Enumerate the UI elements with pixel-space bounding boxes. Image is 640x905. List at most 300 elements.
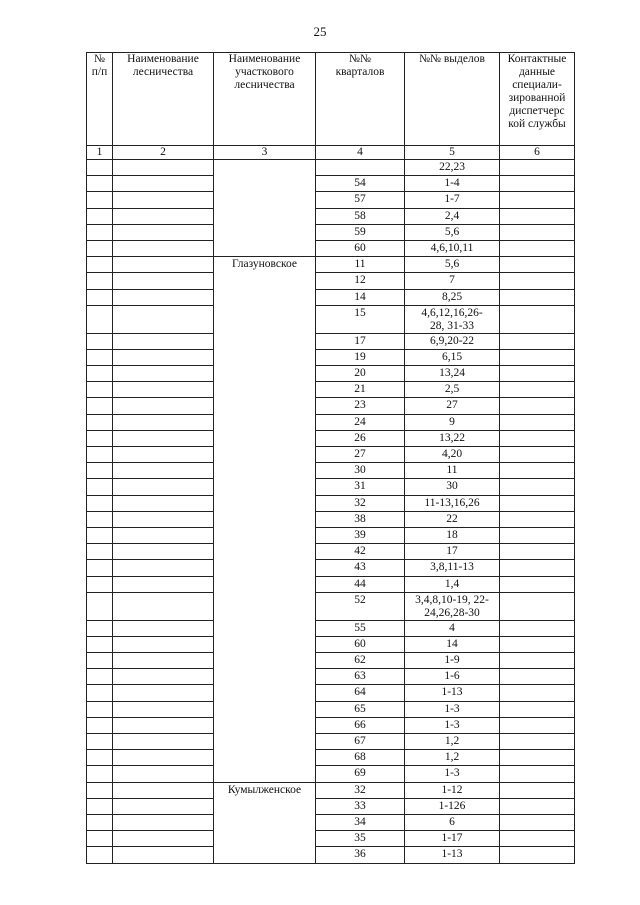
cell-quarter-number: 58	[316, 208, 405, 224]
cell-allotment-numbers: 1,2	[405, 750, 500, 766]
table-row	[87, 750, 575, 766]
cell-row-number	[87, 192, 113, 208]
table-row	[87, 333, 575, 349]
cell-allotment-numbers: 4,6,12,16,26- 28, 31-33	[405, 305, 500, 333]
table-row	[87, 685, 575, 701]
cell-district-name	[214, 447, 316, 463]
cell-contact-data	[500, 398, 575, 414]
cell-row-number	[87, 333, 113, 349]
cell-forestry-name	[113, 766, 214, 782]
table-body	[87, 160, 575, 864]
cell-district-name	[214, 527, 316, 543]
cell-contact-data	[500, 447, 575, 463]
cell-contact-data	[500, 653, 575, 669]
cell-allotment-numbers: 17	[405, 544, 500, 560]
cell-forestry-name	[113, 701, 214, 717]
column-header-2: Наименование лесничества	[113, 53, 214, 146]
cell-district-name	[214, 576, 316, 592]
cell-district-name	[214, 224, 316, 240]
column-number-5: 5	[405, 146, 500, 160]
cell-contact-data	[500, 685, 575, 701]
cell-row-number	[87, 414, 113, 430]
cell-allotment-numbers: 22,23	[405, 160, 500, 176]
cell-allotment-numbers: 1-7	[405, 192, 500, 208]
cell-row-number	[87, 560, 113, 576]
cell-quarter-number: 65	[316, 701, 405, 717]
cell-allotment-numbers: 4,6,10,11	[405, 240, 500, 256]
column-header-4: №№ кварталов	[316, 53, 405, 146]
table-row	[87, 636, 575, 652]
cell-forestry-name	[113, 224, 214, 240]
cell-row-number	[87, 847, 113, 863]
table-row	[87, 257, 575, 273]
cell-contact-data	[500, 592, 575, 620]
cell-allotment-numbers: 1,2	[405, 734, 500, 750]
cell-row-number	[87, 701, 113, 717]
cell-district-name	[214, 273, 316, 289]
cell-contact-data	[500, 349, 575, 365]
cell-quarter-number: 15	[316, 305, 405, 333]
cell-allotment-numbers: 27	[405, 398, 500, 414]
cell-forestry-name	[113, 847, 214, 863]
cell-allotment-numbers: 5,6	[405, 257, 500, 273]
table-row	[87, 240, 575, 256]
cell-contact-data	[500, 831, 575, 847]
cell-row-number	[87, 257, 113, 273]
table-row	[87, 653, 575, 669]
cell-forestry-name	[113, 560, 214, 576]
cell-contact-data	[500, 620, 575, 636]
cell-allotment-numbers: 1-9	[405, 653, 500, 669]
cell-row-number	[87, 511, 113, 527]
cell-allotment-numbers: 14	[405, 636, 500, 652]
cell-quarter-number: 52	[316, 592, 405, 620]
cell-quarter-number: 57	[316, 192, 405, 208]
cell-quarter-number: 69	[316, 766, 405, 782]
cell-allotment-numbers: 1-17	[405, 831, 500, 847]
cell-row-number	[87, 782, 113, 798]
cell-allotment-numbers: 1-3	[405, 766, 500, 782]
cell-contact-data	[500, 798, 575, 814]
cell-district-name	[214, 750, 316, 766]
cell-quarter-number: 20	[316, 366, 405, 382]
cell-forestry-name	[113, 479, 214, 495]
column-number-6: 6	[500, 146, 575, 160]
cell-contact-data	[500, 669, 575, 685]
cell-row-number	[87, 289, 113, 305]
cell-row-number	[87, 349, 113, 365]
cell-allotment-numbers: 1-4	[405, 176, 500, 192]
cell-forestry-name	[113, 734, 214, 750]
cell-contact-data	[500, 560, 575, 576]
cell-district-name	[214, 636, 316, 652]
cell-contact-data	[500, 782, 575, 798]
cell-contact-data	[500, 366, 575, 382]
cell-forestry-name	[113, 831, 214, 847]
cell-row-number	[87, 653, 113, 669]
table-row	[87, 176, 575, 192]
column-number-3: 3	[214, 146, 316, 160]
cell-contact-data	[500, 240, 575, 256]
table-row	[87, 782, 575, 798]
cell-contact-data	[500, 750, 575, 766]
cell-district-name	[214, 430, 316, 446]
cell-district-name	[214, 495, 316, 511]
table-row	[87, 592, 575, 620]
cell-district-name	[214, 669, 316, 685]
cell-contact-data	[500, 734, 575, 750]
column-number-2: 2	[113, 146, 214, 160]
column-header-5: №№ выделов	[405, 53, 500, 146]
table-row	[87, 192, 575, 208]
cell-row-number	[87, 224, 113, 240]
cell-row-number	[87, 717, 113, 733]
cell-allotment-numbers: 6,15	[405, 349, 500, 365]
cell-quarter-number: 33	[316, 798, 405, 814]
cell-district-name	[214, 479, 316, 495]
cell-row-number	[87, 750, 113, 766]
cell-row-number	[87, 479, 113, 495]
cell-district-name	[214, 511, 316, 527]
cell-row-number	[87, 636, 113, 652]
cell-row-number	[87, 831, 113, 847]
cell-quarter-number: 63	[316, 669, 405, 685]
cell-contact-data	[500, 479, 575, 495]
cell-forestry-name	[113, 447, 214, 463]
cell-forestry-name	[113, 192, 214, 208]
cell-forestry-name	[113, 592, 214, 620]
cell-district-name	[214, 814, 316, 830]
cell-allotment-numbers: 1-12	[405, 782, 500, 798]
cell-district-name	[214, 208, 316, 224]
cell-allotment-numbers: 7	[405, 273, 500, 289]
column-header-6: Контактные данные специали- зированной диспетчерс кой службы	[500, 53, 575, 146]
column-number-row	[87, 146, 575, 160]
cell-district-name	[214, 620, 316, 636]
cell-contact-data	[500, 544, 575, 560]
cell-row-number	[87, 620, 113, 636]
cell-forestry-name	[113, 576, 214, 592]
cell-quarter-number: 35	[316, 831, 405, 847]
table-row	[87, 414, 575, 430]
cell-contact-data	[500, 273, 575, 289]
cell-district-name	[214, 240, 316, 256]
cell-allotment-numbers: 1-3	[405, 717, 500, 733]
cell-row-number	[87, 382, 113, 398]
cell-allotment-numbers: 2,5	[405, 382, 500, 398]
table-row	[87, 511, 575, 527]
cell-district-name	[214, 685, 316, 701]
cell-quarter-number: 23	[316, 398, 405, 414]
cell-district-name	[214, 382, 316, 398]
cell-quarter-number: 44	[316, 576, 405, 592]
cell-allotment-numbers: 1-3	[405, 701, 500, 717]
cell-allotment-numbers: 22	[405, 511, 500, 527]
table-row	[87, 847, 575, 863]
cell-allotment-numbers: 1-13	[405, 847, 500, 863]
cell-district-name	[214, 847, 316, 863]
cell-district-name	[214, 717, 316, 733]
cell-forestry-name	[113, 782, 214, 798]
cell-district-name	[214, 366, 316, 382]
cell-district-name	[214, 289, 316, 305]
cell-allotment-numbers: 6	[405, 814, 500, 830]
cell-contact-data	[500, 511, 575, 527]
cell-contact-data	[500, 636, 575, 652]
cell-forestry-name	[113, 814, 214, 830]
cell-quarter-number: 26	[316, 430, 405, 446]
cell-allotment-numbers: 1,4	[405, 576, 500, 592]
cell-row-number	[87, 527, 113, 543]
cell-contact-data	[500, 576, 575, 592]
cell-forestry-name	[113, 160, 214, 176]
cell-forestry-name	[113, 798, 214, 814]
cell-quarter-number: 36	[316, 847, 405, 863]
cell-contact-data	[500, 527, 575, 543]
cell-contact-data	[500, 717, 575, 733]
cell-forestry-name	[113, 669, 214, 685]
cell-row-number	[87, 766, 113, 782]
cell-contact-data	[500, 160, 575, 176]
cell-row-number	[87, 447, 113, 463]
cell-district-name	[214, 701, 316, 717]
cell-allotment-numbers: 1-13	[405, 685, 500, 701]
cell-quarter-number: 27	[316, 447, 405, 463]
cell-quarter-number: 21	[316, 382, 405, 398]
cell-forestry-name	[113, 349, 214, 365]
cell-contact-data	[500, 289, 575, 305]
table-row	[87, 349, 575, 365]
table-row	[87, 576, 575, 592]
table-row	[87, 382, 575, 398]
cell-quarter-number: 24	[316, 414, 405, 430]
cell-forestry-name	[113, 620, 214, 636]
cell-forestry-name	[113, 208, 214, 224]
cell-forestry-name	[113, 176, 214, 192]
cell-district-name	[214, 734, 316, 750]
cell-district-name	[214, 349, 316, 365]
cell-contact-data	[500, 208, 575, 224]
cell-forestry-name	[113, 511, 214, 527]
table-row	[87, 560, 575, 576]
cell-quarter-number: 42	[316, 544, 405, 560]
cell-row-number	[87, 208, 113, 224]
table-row	[87, 620, 575, 636]
cell-allotment-numbers: 1-6	[405, 669, 500, 685]
cell-quarter-number: 31	[316, 479, 405, 495]
cell-forestry-name	[113, 685, 214, 701]
cell-allotment-numbers: 9	[405, 414, 500, 430]
cell-forestry-name	[113, 527, 214, 543]
cell-forestry-name	[113, 257, 214, 273]
cell-row-number	[87, 669, 113, 685]
cell-row-number	[87, 176, 113, 192]
cell-row-number	[87, 798, 113, 814]
cell-district-name	[214, 176, 316, 192]
cell-contact-data	[500, 814, 575, 830]
cell-quarter-number: 60	[316, 636, 405, 652]
cell-forestry-name	[113, 273, 214, 289]
table-row	[87, 669, 575, 685]
cell-forestry-name	[113, 636, 214, 652]
cell-contact-data	[500, 192, 575, 208]
table-row	[87, 717, 575, 733]
table-row	[87, 701, 575, 717]
cell-contact-data	[500, 224, 575, 240]
cell-quarter-number: 60	[316, 240, 405, 256]
table-row	[87, 766, 575, 782]
cell-row-number	[87, 544, 113, 560]
cell-allotment-numbers: 8,25	[405, 289, 500, 305]
cell-quarter-number: 67	[316, 734, 405, 750]
cell-forestry-name	[113, 544, 214, 560]
cell-allotment-numbers: 2,4	[405, 208, 500, 224]
column-header-1: № п/п	[87, 53, 113, 146]
cell-quarter-number: 43	[316, 560, 405, 576]
cell-contact-data	[500, 333, 575, 349]
cell-contact-data	[500, 847, 575, 863]
cell-row-number	[87, 273, 113, 289]
cell-contact-data	[500, 414, 575, 430]
cell-quarter-number: 30	[316, 463, 405, 479]
cell-forestry-name	[113, 398, 214, 414]
cell-district-name	[214, 414, 316, 430]
cell-quarter-number: 12	[316, 273, 405, 289]
table-row	[87, 527, 575, 543]
table-row	[87, 289, 575, 305]
cell-allotment-numbers: 6,9,20-22	[405, 333, 500, 349]
column-number-4: 4	[316, 146, 405, 160]
cell-quarter-number: 62	[316, 653, 405, 669]
table-row	[87, 544, 575, 560]
table-row	[87, 305, 575, 333]
cell-row-number	[87, 463, 113, 479]
cell-contact-data	[500, 463, 575, 479]
column-header-3: Наименование участкового лесничества	[214, 53, 316, 146]
cell-allotment-numbers: 1-126	[405, 798, 500, 814]
cell-row-number	[87, 160, 113, 176]
cell-row-number	[87, 685, 113, 701]
cell-quarter-number: 59	[316, 224, 405, 240]
cell-contact-data	[500, 382, 575, 398]
cell-contact-data	[500, 495, 575, 511]
cell-row-number	[87, 240, 113, 256]
cell-allotment-numbers: 3,8,11-13	[405, 560, 500, 576]
cell-district-name	[214, 333, 316, 349]
cell-row-number	[87, 495, 113, 511]
page-number: 25	[313, 24, 327, 39]
column-number-1: 1	[87, 146, 113, 160]
cell-allotment-numbers: 3,4,8,10-19, 22- 24,26,28-30	[405, 592, 500, 620]
table-row	[87, 366, 575, 382]
cell-forestry-name	[113, 430, 214, 446]
cell-forestry-name	[113, 463, 214, 479]
cell-district-name: Кумылженское	[214, 782, 316, 798]
table-row	[87, 160, 575, 176]
cell-quarter-number: 14	[316, 289, 405, 305]
cell-allotment-numbers: 13,24	[405, 366, 500, 382]
cell-district-name: Глазуновское	[214, 257, 316, 273]
table-row	[87, 831, 575, 847]
cell-quarter-number: 54	[316, 176, 405, 192]
cell-allotment-numbers: 4,20	[405, 447, 500, 463]
cell-allotment-numbers: 11-13,16,26	[405, 495, 500, 511]
cell-district-name	[214, 463, 316, 479]
cell-contact-data	[500, 176, 575, 192]
cell-district-name	[214, 798, 316, 814]
cell-row-number	[87, 366, 113, 382]
cell-contact-data	[500, 430, 575, 446]
table-row	[87, 224, 575, 240]
cell-contact-data	[500, 766, 575, 782]
cell-contact-data	[500, 257, 575, 273]
cell-forestry-name	[113, 717, 214, 733]
table-row	[87, 495, 575, 511]
cell-district-name	[214, 192, 316, 208]
table-row	[87, 398, 575, 414]
table-row	[87, 273, 575, 289]
cell-forestry-name	[113, 653, 214, 669]
table-row	[87, 463, 575, 479]
forestry-table	[86, 52, 575, 864]
cell-forestry-name	[113, 366, 214, 382]
cell-quarter-number: 17	[316, 333, 405, 349]
cell-district-name	[214, 592, 316, 620]
cell-allotment-numbers: 13,22	[405, 430, 500, 446]
cell-row-number	[87, 814, 113, 830]
cell-quarter-number: 66	[316, 717, 405, 733]
table-row	[87, 208, 575, 224]
cell-forestry-name	[113, 240, 214, 256]
cell-allotment-numbers: 30	[405, 479, 500, 495]
cell-quarter-number: 32	[316, 495, 405, 511]
cell-district-name	[214, 160, 316, 176]
table-row	[87, 814, 575, 830]
cell-forestry-name	[113, 333, 214, 349]
cell-row-number	[87, 592, 113, 620]
cell-row-number	[87, 398, 113, 414]
cell-district-name	[214, 398, 316, 414]
cell-row-number	[87, 305, 113, 333]
cell-district-name	[214, 831, 316, 847]
table-row	[87, 447, 575, 463]
cell-quarter-number: 64	[316, 685, 405, 701]
cell-quarter-number	[316, 160, 405, 176]
cell-allotment-numbers: 5,6	[405, 224, 500, 240]
cell-quarter-number: 19	[316, 349, 405, 365]
cell-allotment-numbers: 18	[405, 527, 500, 543]
cell-forestry-name	[113, 495, 214, 511]
cell-district-name	[214, 766, 316, 782]
cell-quarter-number: 11	[316, 257, 405, 273]
cell-quarter-number: 34	[316, 814, 405, 830]
cell-forestry-name	[113, 289, 214, 305]
table-row	[87, 798, 575, 814]
cell-district-name	[214, 544, 316, 560]
table-row	[87, 734, 575, 750]
cell-quarter-number: 38	[316, 511, 405, 527]
cell-quarter-number: 39	[316, 527, 405, 543]
cell-row-number	[87, 430, 113, 446]
table-row	[87, 479, 575, 495]
cell-forestry-name	[113, 750, 214, 766]
cell-quarter-number: 55	[316, 620, 405, 636]
cell-district-name	[214, 653, 316, 669]
cell-district-name	[214, 560, 316, 576]
cell-allotment-numbers: 4	[405, 620, 500, 636]
header-row	[87, 53, 575, 146]
cell-district-name	[214, 305, 316, 333]
